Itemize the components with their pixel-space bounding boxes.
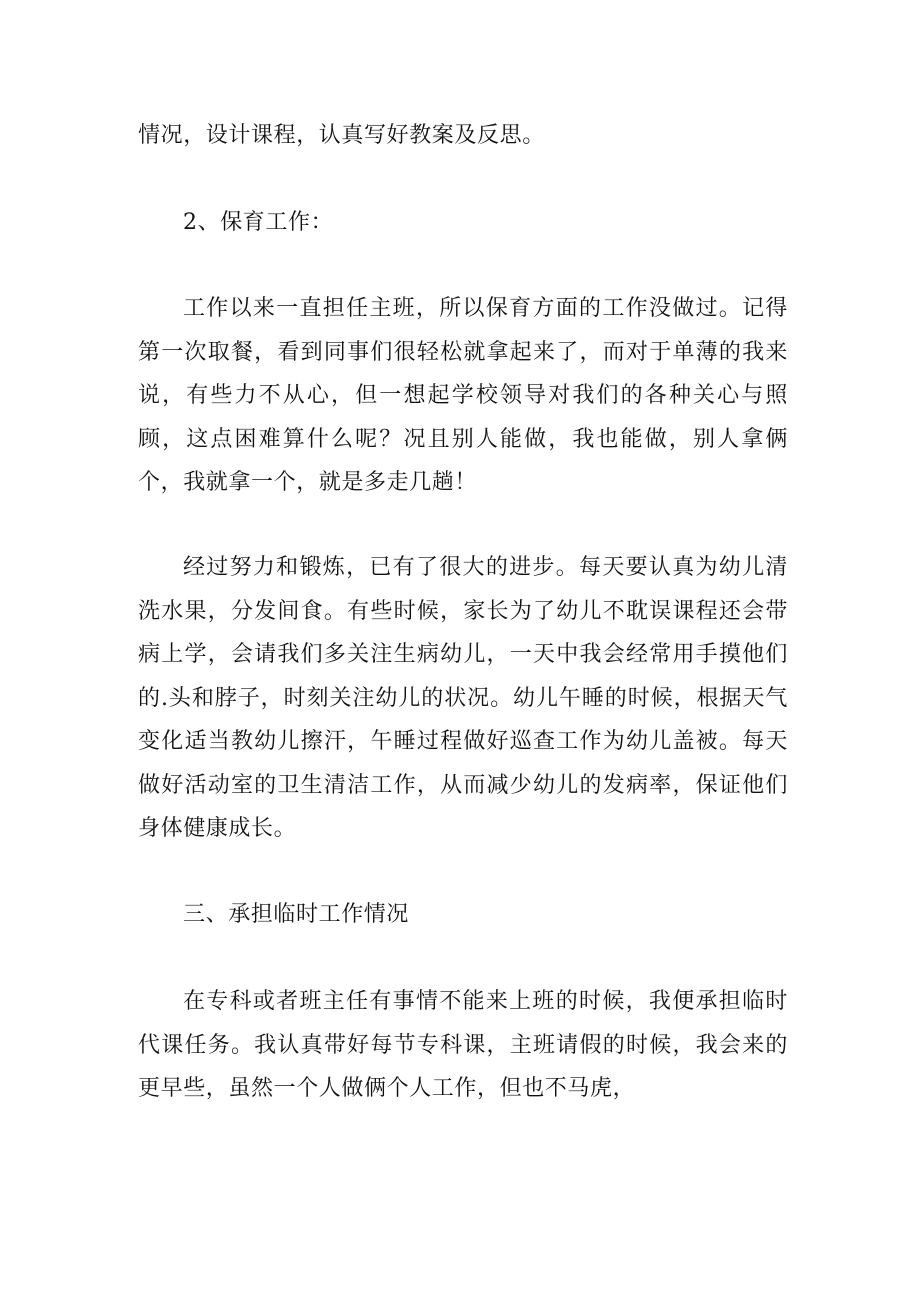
section-3-heading: 三、承担临时工作情况 (183, 902, 410, 927)
paragraph-temporary-work: 在专科或者班主任有事情不能来上班的时候，我便承担临时代课任务。我认真带好每节专科课，主班请假的时候，我会来的更早些，虽然一个人做俩个人工作，但也不马虎， (138, 989, 788, 1101)
continuation-paragraph: 情况，设计课程，认真写好教案及反思。 (138, 123, 545, 148)
paragraph-childcare-2: 经过努力和锻炼，已有了很大的进步。每天要认真为幼儿清洗水果，分发间食。有些时候，家长为了幼儿不耽误课程还会带病上学，会请我们多关注生病幼儿，一天中我会经常用手摸他们的.头和脖子，时刻关注幼儿的状况。幼儿午睡的时候，根据天气变化适当教幼儿擦汗，午睡过程做好巡查工作为幼儿盖被。每天做好活动室的卫生清洁工作，从而减少幼儿的发病率，保证他们身体健康成长。 (138, 555, 788, 841)
section-2-heading: 2、保育工作： (183, 210, 334, 235)
paragraph-childcare-1: 工作以来一直担任主班，所以保育方面的工作没做过。记得第一次取餐，看到同事们很轻松就拿起来了，而对于单薄的我来说，有些力不从心，但一想起学校领导对我们的各种关心与照顾，这点困难算什么呢？况且别人能做，我也能做，别人拿俩个，我就拿一个，就是多走几趟！ (138, 296, 788, 495)
